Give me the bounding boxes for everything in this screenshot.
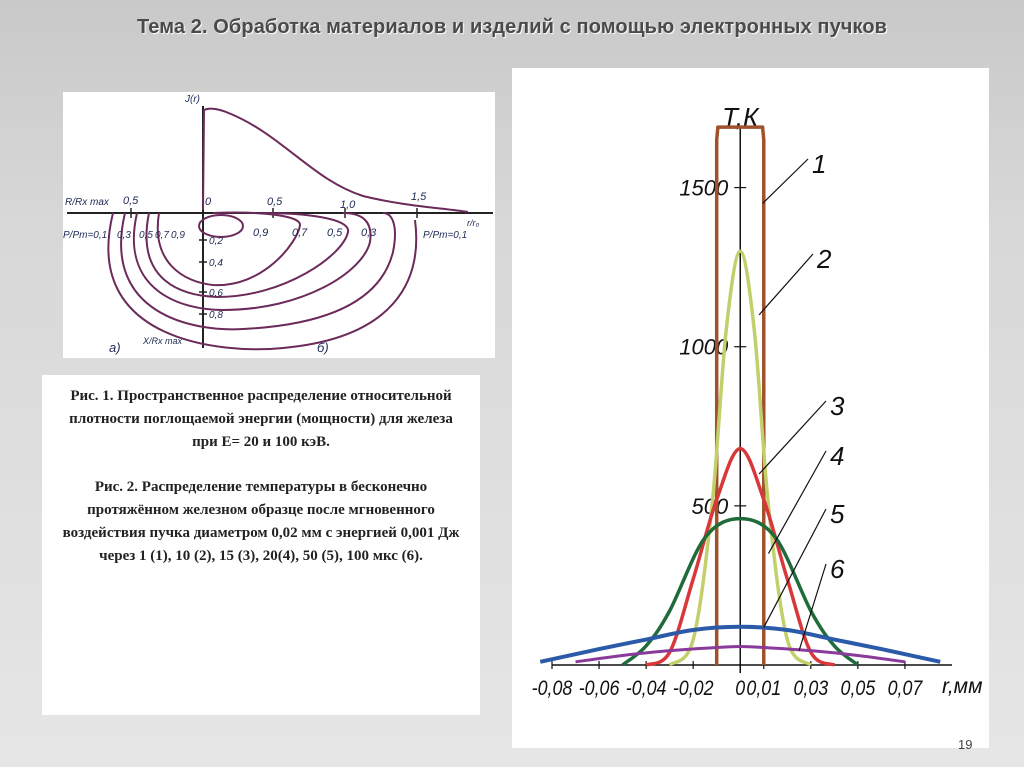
- top-tick-label: 1,0: [340, 199, 356, 211]
- y-tick-label: 1000: [679, 334, 729, 360]
- left-level-label: 0,3: [117, 230, 131, 241]
- depth-tick-label: 0,2: [209, 236, 223, 247]
- panel-b-label: б): [317, 340, 329, 355]
- right-level-label: 0,5: [327, 227, 343, 239]
- figure-2-caption: Рис. 2. Распределение температуры в бесконечно протяжённом железном образце после мгновенного воздействия пучка диаметром 0,02 мм с энергией 0,001 Дж через 1 (1), 10 (2), 15 (3), 20(4), 50 (5), 100 мкс (6).: [62, 479, 460, 564]
- depth-tick-label: 0,8: [209, 310, 223, 321]
- top-tick-label: 0: [205, 196, 212, 208]
- y-tick-label: 1500: [679, 175, 729, 201]
- figure-1-svg: [63, 92, 495, 358]
- depth-axis-label: X/Rx max: [143, 336, 183, 346]
- temperature-chart-svg: [512, 68, 989, 748]
- x-tick-label: -0,08: [531, 676, 573, 701]
- top-tick-label: 1,5: [411, 191, 427, 203]
- left-level-label: 0,7: [155, 230, 169, 241]
- series-label: 2: [817, 244, 832, 274]
- x-tick-label: 0: [735, 676, 746, 701]
- x-axis-label: r,мм: [942, 675, 983, 698]
- right-level-label: 0,7: [292, 227, 308, 239]
- series-label: 6: [830, 554, 845, 584]
- series-leader-line: [759, 254, 813, 315]
- y-axis-label: J(r): [185, 94, 200, 105]
- top-tick-label: 0,5: [123, 195, 139, 207]
- left-level-label: 0,9: [171, 230, 185, 241]
- figure-2-temperature-chart: [512, 68, 989, 748]
- x-axis-label-top: R/Rx max: [65, 197, 109, 208]
- series-label: 3: [830, 391, 845, 421]
- series-label: 5: [830, 499, 845, 529]
- right-level-label: 0,9: [253, 227, 269, 239]
- series-leader-line: [759, 401, 826, 474]
- depth-tick-label: 0,4: [209, 258, 223, 269]
- right-level-label: P/Pm=0,1: [423, 230, 468, 241]
- x-tick-label: 0,03: [793, 676, 829, 701]
- y-tick-label: 500: [691, 493, 729, 519]
- y-axis-label: Т,К: [722, 102, 759, 132]
- x-tick-label: -0,04: [625, 676, 667, 701]
- figure-1-absorbed-energy-diagram: [63, 92, 495, 358]
- x-tick-label: 0,01: [746, 676, 782, 701]
- series-label: 4: [830, 441, 845, 471]
- page-number: 19: [958, 737, 973, 752]
- x-tick-label: -0,06: [578, 676, 620, 701]
- current-density-curve: [203, 109, 468, 212]
- figure-captions: [42, 375, 480, 715]
- series-leader-line: [763, 159, 808, 203]
- x-tick-label: 0,07: [887, 676, 923, 701]
- figure-1-caption: Рис. 1. Пространственное распределение относительной плотности поглощаемой энергии (мощности) для железа при Е= 20 и 100 кэВ.: [69, 388, 453, 450]
- x-tick-label: 0,05: [840, 676, 876, 701]
- left-level-label: 0,5: [139, 230, 153, 241]
- x-axis-label-right: r/r₀: [467, 218, 480, 228]
- depth-tick-label: 0,6: [209, 288, 223, 299]
- inner-isoline: [199, 215, 243, 237]
- right-level-label: 0,3: [361, 227, 377, 239]
- panel-a-label: а): [109, 340, 121, 355]
- series-label: 1: [812, 149, 827, 179]
- x-tick-label: -0,02: [672, 676, 714, 701]
- left-level-label: P/Pm=0,1: [63, 230, 108, 241]
- series-leader-line: [768, 451, 826, 554]
- top-tick-label: 0,5: [267, 196, 283, 208]
- slide-title: Тема 2. Обработка материалов и изделий с помощью электронных пучков: [136, 16, 888, 38]
